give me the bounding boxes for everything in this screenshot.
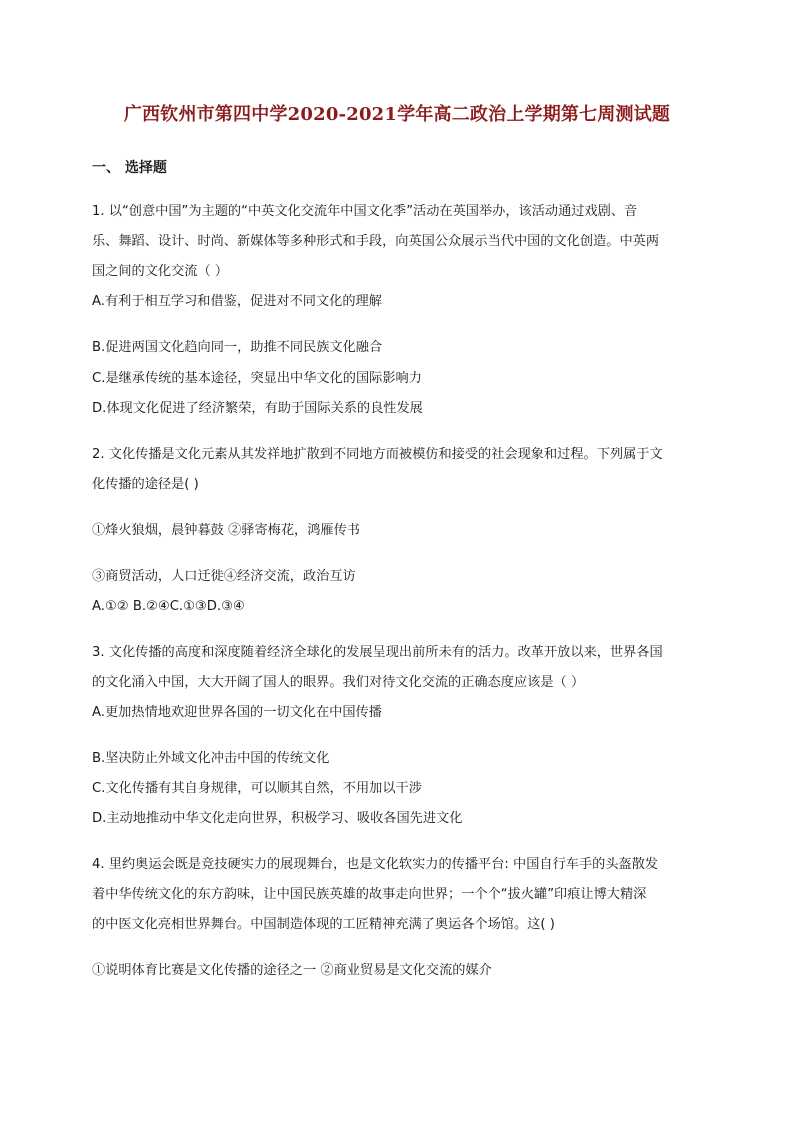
section-heading: 一、 选择题 (92, 160, 167, 176)
question-stem-line: 着中华传统文化的东方韵味，让中国民族英雄的故事走向世界；一个个“拔火罐”印痕让博大精深 (92, 887, 647, 902)
question-stem-line: 国之间的文化交流（ ） (92, 264, 229, 279)
option-a: A.更加热情地欢迎世界各国的一切文化在中国传播 (92, 705, 382, 720)
option-a: A.有利于相互学习和借鉴，促进对不同文化的理解 (92, 294, 382, 309)
option-c: C.文化传播有其自身规律，可以顺其自然，不用加以干涉 (92, 781, 422, 796)
question-stem-line: 乐、舞蹈、设计、时尚、新媒体等多种形式和手段，向英国公众展示当代中国的文化创造。中英两 (92, 234, 660, 249)
option-b: B.促进两国文化趋向同一，助推不同民族文化融合 (92, 340, 383, 355)
option-b: B.坚决防止外域文化冲击中国的传统文化 (92, 751, 330, 766)
question-stem-line: 3. 文化传播的高度和深度随着经济全球化的发展呈现出前所未有的活力。改革开放以来，世界各国 (92, 645, 663, 660)
statement-line: ③商贸活动，人口迁徙④经济交流，政治互访 (92, 569, 356, 584)
question-stem-line: 的中医文化亮相世界舞台。中国制造体现的工匠精神充满了奥运各个场馆。这( ) (92, 917, 555, 932)
option-c: C.是继承传统的基本途径，突显出中华文化的国际影响力 (92, 371, 422, 386)
question-stem-line: 2. 文化传播是文化元素从其发祥地扩散到不同地方而被模仿和接受的社会现象和过程。下列属于文 (92, 447, 663, 462)
question-stem-line: 的文化涌入中国，大大开阔了国人的眼界。我们对待文化交流的正确态度应该是（ ） (92, 675, 585, 690)
question-stem-line: 1. 以“创意中国”为主题的“中英文化交流年中国文化季”活动在英国举办，该活动通过戏剧、音 (92, 204, 638, 219)
option-line: A.①② B.②④C.①③D.③④ (92, 599, 245, 614)
option-d: D.主动地推动中华文化走向世界，积极学习、吸收各国先进文化 (92, 811, 463, 826)
question-stem-line: 化传播的途径是( ) (92, 477, 199, 492)
statement-line: ①烽火狼烟，晨钟暮鼓 ②驿寄梅花，鸿雁传书 (92, 523, 360, 538)
question-stem-line: 4. 里约奥运会既是竞技硬实力的展现舞台，也是文化软实力的传播平台: 中国自行车手的头盔散发 (92, 857, 659, 872)
statement-line: ①说明体育比赛是文化传播的途径之一 ②商业贸易是文化交流的媒介 (92, 963, 492, 978)
option-d: D.体现文化促进了经济繁荣，有助于国际关系的良性发展 (92, 401, 423, 416)
document-title: 广西钦州市第四中学2020-2021学年高二政治上学期第七周测试题 (123, 104, 671, 125)
